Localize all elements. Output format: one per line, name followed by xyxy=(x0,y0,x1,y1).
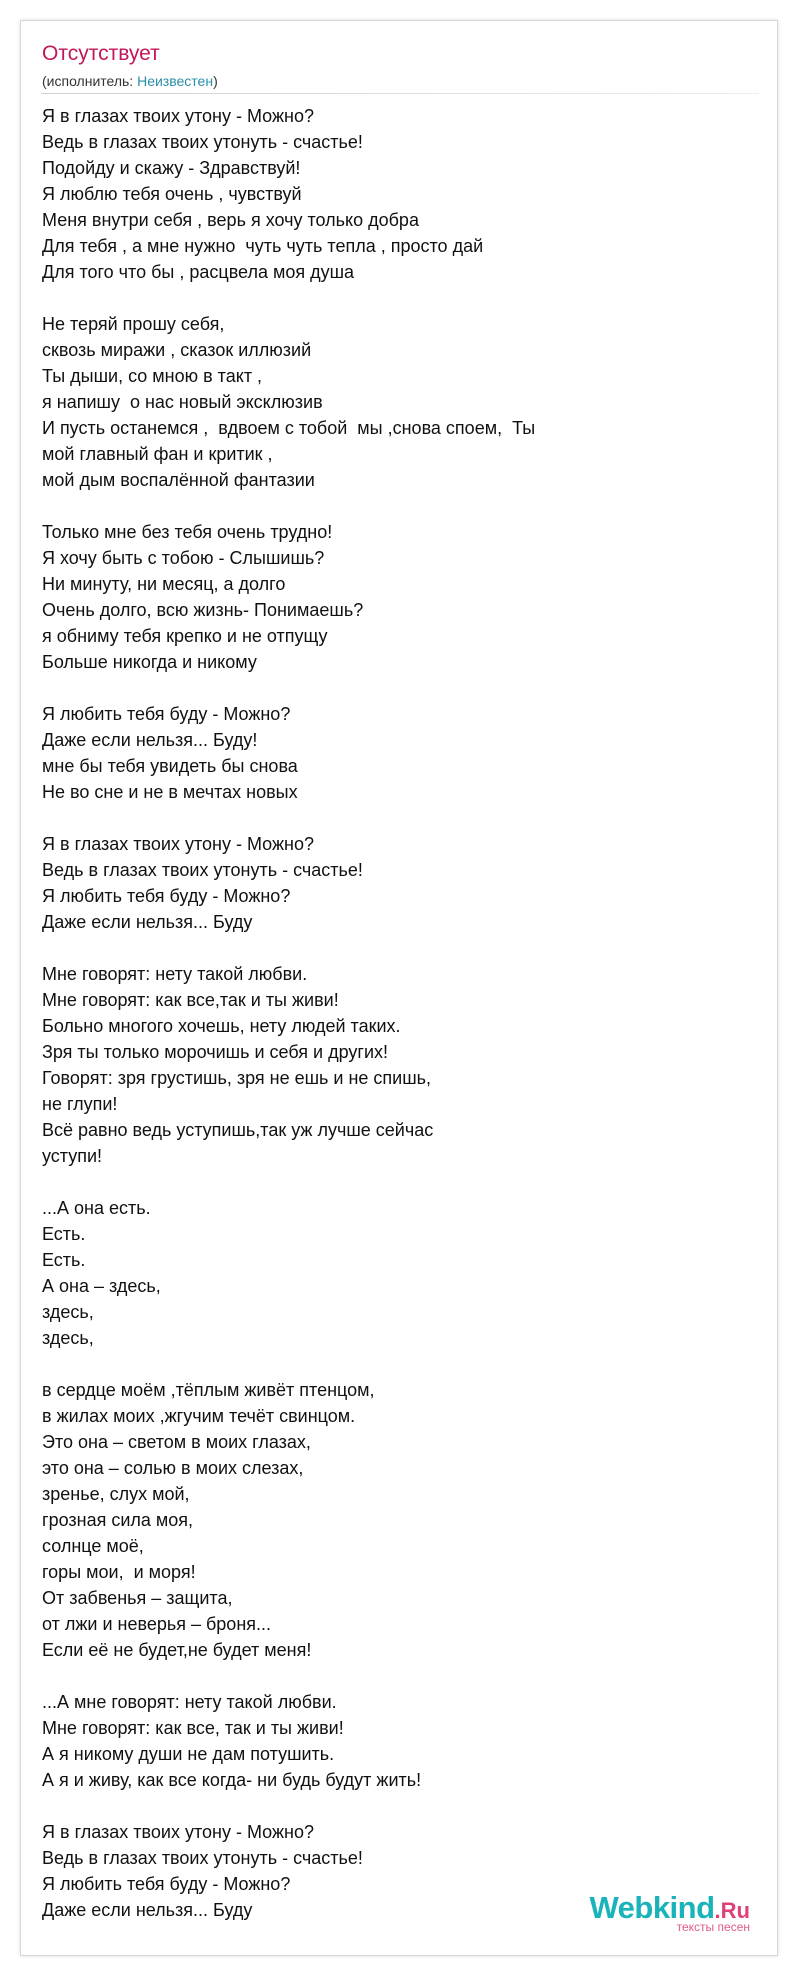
lyrics-line: Ведь в глазах твоих утонуть - счастье! xyxy=(42,860,363,880)
lyrics-line: Только мне без тебя очень трудно! xyxy=(42,522,333,542)
artist-link[interactable]: Неизвестен xyxy=(137,73,214,89)
lyrics-line: Есть. xyxy=(42,1224,86,1244)
lyrics-line: Для того что бы , расцвела моя душа xyxy=(42,262,355,282)
lyrics-stanza xyxy=(42,701,762,805)
lyrics-card xyxy=(20,20,778,1956)
lyrics-line: солнце моё, xyxy=(42,1536,144,1556)
lyrics-line: Я любить тебя буду - Можно? xyxy=(42,886,291,906)
lyrics-line: я напишу о нас новый эксклюзив xyxy=(42,392,323,412)
logo-tagline: тексты песен xyxy=(676,1920,750,1934)
lyrics-line: Я любить тебя буду - Можно? xyxy=(42,1874,291,1894)
lyrics-line: мой дым воспалённой фантазии xyxy=(42,470,315,490)
lyrics-line: Я любить тебя буду - Можно? xyxy=(42,704,291,724)
lyrics-line: Говорят: зря грустишь, зря не ешь и не спишь, xyxy=(42,1068,432,1088)
lyrics-line: Меня внутри себя , верь я хочу только добра xyxy=(42,210,419,230)
lyrics-line: Больно многого хочешь, нету людей таких. xyxy=(42,1016,401,1036)
lyrics-line: Если её не будет,не будет меня! xyxy=(42,1640,312,1660)
lyrics-line: Ты дыши, со мною в такт , xyxy=(42,366,263,386)
lyrics-line: ...А она есть. xyxy=(42,1198,151,1218)
lyrics-line: Мне говорят: нету такой любви. xyxy=(42,964,308,984)
lyrics-line: здесь, xyxy=(42,1302,94,1322)
lyrics-stanza xyxy=(42,1377,762,1663)
lyrics-line: Мне говорят: как все, так и ты живи! xyxy=(42,1718,344,1738)
lyrics-line: Очень долго, всю жизнь- Понимаешь? xyxy=(42,600,364,620)
lyrics-line: сквозь миражи , сказок иллюзий xyxy=(42,340,312,360)
lyrics-line: уступи! xyxy=(42,1146,103,1166)
lyrics-line: не глупи! xyxy=(42,1094,118,1114)
lyrics-line: Ведь в глазах твоих утонуть - счастье! xyxy=(42,1848,363,1868)
lyrics-line: это она – солью в моих слезах, xyxy=(42,1458,304,1478)
lyrics-line: Есть. xyxy=(42,1250,86,1270)
lyrics-line: От забвенья – защита, xyxy=(42,1588,233,1608)
artist-suffix: ) xyxy=(213,73,218,89)
logo-domain: .Ru xyxy=(714,1898,750,1923)
lyrics-line: грозная сила моя, xyxy=(42,1510,194,1530)
lyrics-line: Для тебя , а мне нужно чуть чуть тепла , просто дай xyxy=(42,236,484,256)
lyrics-line: здесь, xyxy=(42,1328,94,1348)
lyrics-line: Всё равно ведь уступишь,так уж лучше сейчас xyxy=(42,1120,434,1140)
lyrics-line: в жилах моих ,жгучим течёт свинцом. xyxy=(42,1406,356,1426)
lyrics-line: И пусть останемся , вдвоем с тобой мы ,снова споем, Ты xyxy=(42,418,536,438)
lyrics-line: я обниму тебя крепко и не отпущу xyxy=(42,626,328,646)
lyrics-line: Зря ты только морочишь и себя и других! xyxy=(42,1042,389,1062)
lyrics-line: Ни минуту, ни месяц, а долго xyxy=(42,574,286,594)
lyrics-line: горы мои, и моря! xyxy=(42,1562,196,1582)
lyrics-stanza xyxy=(42,103,762,285)
lyrics-stanza xyxy=(42,311,762,493)
lyrics-line: Мне говорят: как все,так и ты живи! xyxy=(42,990,339,1010)
lyrics-stanza xyxy=(42,1195,762,1351)
artist-line xyxy=(42,74,218,88)
lyrics-line: Больше никогда и никому xyxy=(42,652,257,672)
lyrics-line: зренье, слух мой, xyxy=(42,1484,190,1504)
lyrics-stanza xyxy=(42,831,762,935)
lyrics-text xyxy=(42,103,762,1949)
lyrics-line: Даже если нельзя... Буду! xyxy=(42,730,258,750)
lyrics-line: Я в глазах твоих утону - Можно? xyxy=(42,1822,314,1842)
lyrics-line: Я хочу быть с тобою - Слышишь? xyxy=(42,548,325,568)
lyrics-stanza xyxy=(42,1689,762,1793)
artist-prefix: (исполнитель: xyxy=(42,73,138,89)
lyrics-line: в сердце моём ,тёплым живёт птенцом, xyxy=(42,1380,375,1400)
header-divider xyxy=(41,93,759,94)
lyrics-line: Я в глазах твоих утону - Можно? xyxy=(42,834,314,854)
song-title: Отсутствует xyxy=(42,42,160,65)
lyrics-line: Не во сне и не в мечтах новых xyxy=(42,782,298,802)
lyrics-line: мой главный фан и критик , xyxy=(42,444,273,464)
lyrics-line: Я люблю тебя очень , чувствуй xyxy=(42,184,302,204)
lyrics-line: Это она – светом в моих глазах, xyxy=(42,1432,311,1452)
lyrics-line: Подойду и скажу - Здравствуй! xyxy=(42,158,301,178)
lyrics-line: Даже если нельзя... Буду xyxy=(42,1900,253,1920)
lyrics-line: от лжи и неверья – броня... xyxy=(42,1614,272,1634)
lyrics-line: А она – здесь, xyxy=(42,1276,161,1296)
logo-wordmark: Webkind xyxy=(589,1890,715,1925)
lyrics-line: Ведь в глазах твоих утонуть - счастье! xyxy=(42,132,363,152)
lyrics-line: Не теряй прошу себя, xyxy=(42,314,225,334)
lyrics-line: А я никому души не дам потушить. xyxy=(42,1744,335,1764)
lyrics-line: ...А мне говорят: нету такой любви. xyxy=(42,1692,337,1712)
lyrics-line: Даже если нельзя... Буду xyxy=(42,912,253,932)
lyrics-line: мне бы тебя увидеть бы снова xyxy=(42,756,298,776)
site-logo[interactable] xyxy=(589,1892,750,1933)
lyrics-line: Я в глазах твоих утону - Можно? xyxy=(42,106,314,126)
lyrics-line: А я и живу, как все когда- ни будь будут жить! xyxy=(42,1770,422,1790)
lyrics-stanza xyxy=(42,519,762,675)
lyrics-stanza xyxy=(42,961,762,1169)
